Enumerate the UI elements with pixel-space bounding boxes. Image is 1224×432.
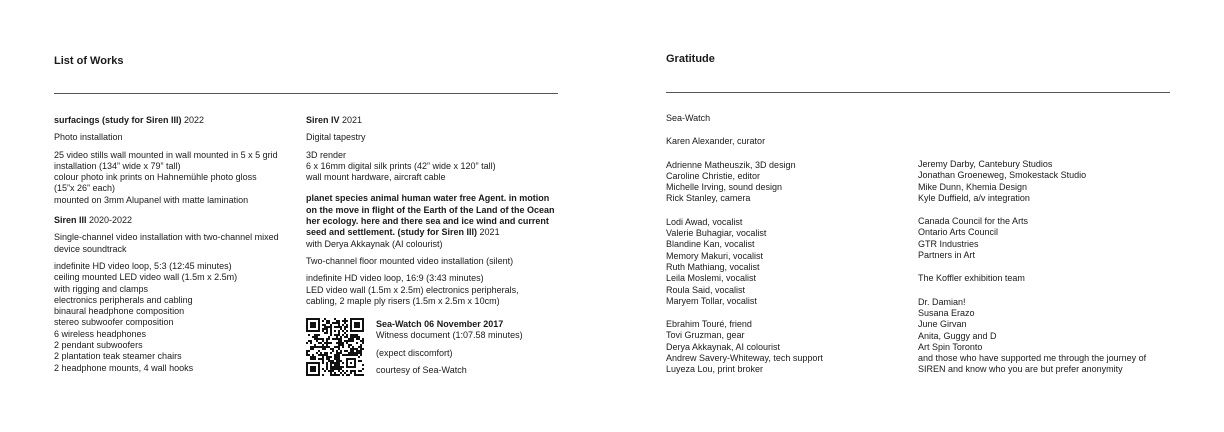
detail-line: cabling, 2 maple ply risers (1.5m x 2.5m x 10cm) bbox=[306, 295, 500, 306]
credit-line: June Girvan bbox=[918, 319, 967, 330]
work-details bbox=[54, 261, 299, 374]
detail-line: 2 plantation teak steamer chairs bbox=[54, 351, 182, 362]
credit-line: Caroline Christie, editor bbox=[666, 170, 761, 181]
work-year: 2020-2022 bbox=[86, 215, 133, 226]
credit-line: Anita, Guggy and D bbox=[918, 330, 997, 341]
detail-line: indefinite HD video loop, 16:9 (3:43 minutes) bbox=[306, 273, 484, 284]
credit-group bbox=[918, 159, 1180, 204]
credit-line: Susana Erazo bbox=[918, 307, 975, 318]
work-surfacings bbox=[54, 115, 299, 126]
credit-line: Blandine Kan, vocalist bbox=[666, 239, 755, 250]
work-year: 2021 bbox=[477, 227, 500, 238]
gratitude-curator: Karen Alexander, curator bbox=[666, 136, 766, 147]
work-type: Two-channel floor mounted video installation (silent) bbox=[306, 255, 514, 266]
work-year: 2021 bbox=[339, 115, 363, 125]
credit-line: Leila Moslemi, vocalist bbox=[666, 273, 757, 284]
credit-line: Valerie Buhagiar, vocalist bbox=[666, 228, 767, 239]
credit-group bbox=[666, 217, 912, 307]
detail-line: 3D render bbox=[306, 149, 347, 160]
credit-line: Ontario Arts Council bbox=[918, 227, 999, 238]
works-column-2 bbox=[306, 115, 558, 307]
work-siren-iii bbox=[54, 215, 299, 226]
credit-line: Jeremy Darby, Cantebury Studios bbox=[918, 159, 1053, 169]
work-title: Siren IV bbox=[306, 115, 340, 125]
detail-line: colour photo ink prints on Hahnemühle photo gloss bbox=[54, 172, 257, 183]
credit-line: and those who have supported me through the journey of bbox=[918, 353, 1147, 364]
work-details bbox=[54, 150, 299, 206]
work-title: surfacings (study for Siren III) bbox=[54, 115, 182, 125]
qr-code-icon[interactable] bbox=[306, 318, 364, 376]
credit-group bbox=[666, 160, 912, 205]
right-divider bbox=[666, 92, 1170, 93]
detail-line: 6 x 16mm digital silk prints (42” wide x 120” tall) bbox=[306, 160, 496, 171]
credit-line: Roula Said, vocalist bbox=[666, 284, 746, 295]
work-details bbox=[306, 273, 558, 307]
credit-group bbox=[918, 216, 1180, 261]
detail-line: ceiling mounted LED video wall (1.5m x 2.5m) bbox=[54, 272, 238, 283]
detail-line: 6 wireless headphones bbox=[54, 328, 147, 339]
credit-line: Adrienne Matheuszik, 3D design bbox=[666, 159, 796, 170]
work-type: Single-channel video installation with two-channel mixed device soundtrack bbox=[54, 232, 279, 254]
credit-line: SIREN and know who you are but prefer anonymity bbox=[918, 364, 1123, 375]
gratitude-org: Sea-Watch bbox=[666, 113, 711, 123]
left-divider bbox=[54, 93, 558, 94]
credit-line: Ebrahim Touré, friend bbox=[666, 319, 752, 330]
list-of-works-heading: List of Works bbox=[54, 55, 124, 67]
work-title: Sea-Watch 06 November 2017 bbox=[376, 319, 504, 329]
credit-line: Jonathan Groeneweg, Smokestack Studio bbox=[918, 170, 1087, 181]
detail-line: indefinite HD video loop, 5:3 (12:45 minutes) bbox=[54, 260, 232, 271]
work-credit: courtesy of Sea-Watch bbox=[376, 364, 467, 375]
credit-line: Michelle Irving, sound design bbox=[666, 182, 783, 193]
credit-line: Art Spin Toronto bbox=[918, 341, 983, 352]
detail-line: 25 video stills wall mounted in wall mounted in 5 x 5 grid bbox=[54, 149, 278, 160]
gratitude-heading: Gratitude bbox=[666, 53, 715, 65]
work-type: Photo installation bbox=[54, 132, 123, 143]
credit-line: Lodi Awad, vocalist bbox=[666, 216, 743, 227]
works-column-1 bbox=[54, 115, 299, 374]
detail-line: wall mount hardware, aircraft cable bbox=[306, 172, 446, 183]
work-details bbox=[306, 150, 558, 184]
work-collaborator: with Derya Akkaynak (AI colourist) bbox=[306, 238, 443, 249]
gratitude-column-2 bbox=[918, 159, 1180, 376]
work-year: 2022 bbox=[181, 115, 205, 125]
credit-line: Ruth Mathiang, vocalist bbox=[666, 261, 760, 272]
credit-line: GTR Industries bbox=[918, 238, 979, 249]
work-title: planet species animal human water free Agent. in motion on the move in flight of the Earth of the Land of the Ocean her ecology. here and there sea and ice wind and current seed and settlement. (study for Siren III) bbox=[306, 193, 555, 238]
credit-line: Memory Makuri, vocalist bbox=[666, 250, 764, 261]
credit-group bbox=[666, 319, 912, 375]
detail-line: (15”x 26” each) bbox=[54, 183, 116, 194]
detail-line: with rigging and clamps bbox=[54, 283, 149, 294]
credit-line: Rick Stanley, camera bbox=[666, 193, 751, 204]
work-warning: (expect discomfort) bbox=[376, 347, 453, 358]
credit-line: Andrew Savery-Whiteway, tech support bbox=[666, 353, 823, 364]
work-duration: Witness document (1:07.58 minutes) bbox=[376, 330, 523, 341]
work-title: Siren III bbox=[54, 215, 87, 226]
credit-line: Canada Council for the Arts bbox=[918, 216, 1029, 227]
credit-line: Kyle Duffield, a/v integration bbox=[918, 192, 1030, 203]
credit-line: Derya Akkaynak, AI colourist bbox=[666, 341, 781, 352]
credit-group bbox=[918, 273, 1180, 284]
credit-line: Tovi Gruzman, gear bbox=[666, 330, 745, 341]
credit-line: Partners in Art bbox=[918, 250, 976, 261]
credit-line: Dr. Damian! bbox=[918, 296, 966, 307]
credit-line: Mike Dunn, Khemia Design bbox=[918, 181, 1028, 192]
detail-line: 2 headphone mounts, 4 wall hooks bbox=[54, 362, 194, 373]
credit-line: The Koffler exhibition team bbox=[918, 273, 1025, 284]
detail-line: mounted on 3mm Alupanel with matte lamination bbox=[54, 194, 249, 205]
work-sea-watch bbox=[376, 319, 558, 376]
work-siren-iv bbox=[306, 115, 558, 126]
work-type: Digital tapestry bbox=[306, 132, 366, 143]
detail-line: binaural headphone composition bbox=[54, 306, 185, 317]
detail-line: electronics peripherals and cabling bbox=[54, 294, 193, 305]
gratitude-column-1 bbox=[666, 113, 912, 376]
detail-line: LED video wall (1.5m x 2.5m) electronics peripherals, bbox=[306, 284, 519, 295]
detail-line: stereo subwoofer composition bbox=[54, 317, 174, 328]
work-planet bbox=[306, 193, 558, 249]
detail-line: installation (134” wide x 79” tall) bbox=[54, 160, 181, 171]
credit-group bbox=[918, 297, 1180, 376]
credit-line: Maryem Tollar, vocalist bbox=[666, 295, 757, 306]
credit-line: Luyeza Lou, print broker bbox=[666, 364, 764, 375]
detail-line: 2 pendant subwoofers bbox=[54, 340, 143, 351]
